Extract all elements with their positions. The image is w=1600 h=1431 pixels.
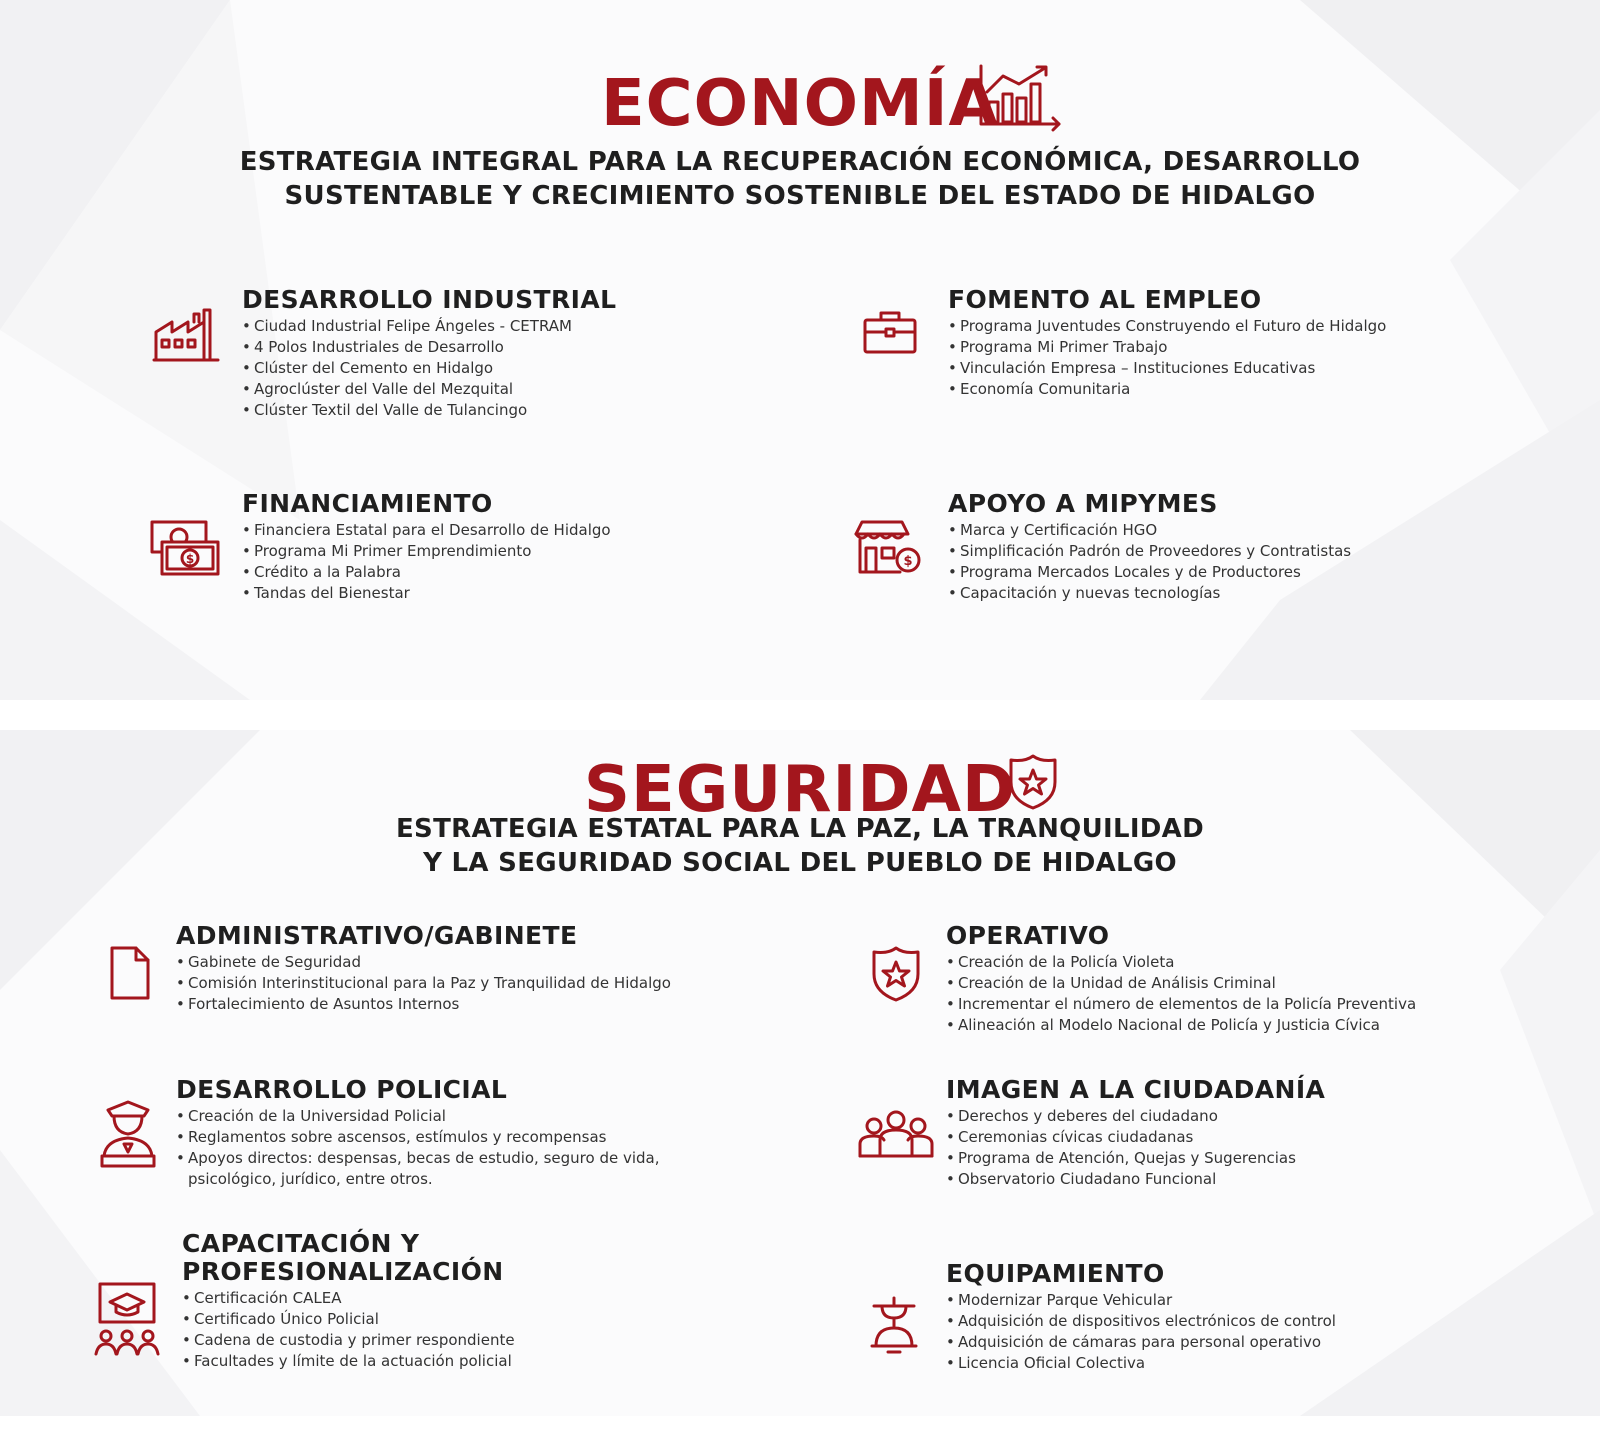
list-item: • Observatorio Ciudadano Funcional <box>946 1169 1325 1190</box>
list-item: • Incrementar el número de elementos de la Policía Preventiva <box>946 994 1416 1015</box>
list-item: • Capacitación y nuevas tecnologías <box>948 583 1351 604</box>
economia-subtitle <box>0 145 1600 213</box>
economia-subtitle-line-2: SUSTENTABLE Y CRECIMIENTO SOSTENIBLE DEL ESTADO DE HIDALGO <box>284 181 1316 211</box>
list-item: • Comisión Interinstitucional para la Paz y Tranquilidad de Hidalgo <box>176 973 671 994</box>
svg-text:$: $ <box>185 552 195 566</box>
section-list <box>948 316 1386 400</box>
list-item: • 4 Polos Industriales de Desarrollo <box>242 337 616 358</box>
economia-title: ECONOMÍA <box>600 67 1000 141</box>
economia-subtitle-line-1: ESTRATEGIA INTEGRAL PARA LA RECUPERACIÓN ECONÓMICA, DESARROLLO <box>239 147 1361 177</box>
section-list <box>946 1290 1336 1374</box>
list-item: • Programa Juventudes Construyendo el Futuro de Hidalgo <box>948 316 1386 337</box>
section-financiamiento <box>185 489 611 604</box>
seguridad-subtitle-line-2: Y LA SEGURIDAD SOCIAL DEL PUEBLO DE HIDALGO <box>423 848 1177 878</box>
seguridad-panel <box>0 730 1600 1416</box>
section-heading: FOMENTO AL EMPLEO <box>948 285 1262 314</box>
list-item: • Economía Comunitaria <box>948 379 1386 400</box>
section-list <box>948 520 1351 604</box>
section-equipamiento <box>946 1260 1336 1374</box>
siren-icon <box>868 1296 920 1358</box>
list-item: • Certificación CALEA <box>182 1288 515 1309</box>
list-item: • Programa Mi Primer Trabajo <box>948 337 1386 358</box>
list-item: • Creación de la Universidad Policial <box>176 1106 748 1127</box>
section-heading: DESARROLLO INDUSTRIAL <box>242 285 617 314</box>
section-heading: IMAGEN A LA CIUDADANÍA <box>946 1075 1326 1104</box>
list-item: • Adquisición de dispositivos electrónicos de control <box>946 1311 1336 1332</box>
police-officer-icon <box>98 1098 158 1170</box>
list-item: • Certificado Único Policial <box>182 1309 515 1330</box>
list-item: • Fortalecimiento de Asuntos Internos <box>176 994 671 1015</box>
list-item: • Clúster del Cemento en Hidalgo <box>242 358 616 379</box>
store-icon <box>852 520 924 576</box>
section-fomento-al-empleo <box>948 286 1386 400</box>
list-item: • Marca y Certificación HGO <box>948 520 1351 541</box>
training-icon <box>92 1282 162 1358</box>
section-heading: ADMINISTRATIVO/GABINETE <box>176 921 578 950</box>
section-apoyo-a-mipymes <box>903 489 1352 604</box>
list-item: • Adquisición de cámaras para personal operativo <box>946 1332 1336 1353</box>
document-icon <box>108 944 152 1002</box>
section-list <box>176 1106 748 1190</box>
citizens-icon <box>858 1110 934 1160</box>
list-item: • Ciudad Industrial Felipe Ángeles - CETRAM <box>242 316 616 337</box>
list-item: • Crédito a la Palabra <box>242 562 611 583</box>
list-item: • Licencia Oficial Colectiva <box>946 1353 1336 1374</box>
section-heading-line-1: CAPACITACIÓN Y <box>182 1229 420 1258</box>
seguridad-subtitle <box>0 812 1600 880</box>
section-heading: FINANCIAMIENTO <box>242 489 493 518</box>
section-list <box>242 316 616 421</box>
section-list <box>176 952 671 1015</box>
section-heading: OPERATIVO <box>946 921 1110 950</box>
police-badge-icon <box>868 944 924 1004</box>
section-administrativo-gabinete <box>176 922 671 1015</box>
list-item: • Programa Mercados Locales y de Productores <box>948 562 1351 583</box>
section-capacitacion-profesionalizacion <box>182 1230 515 1372</box>
list-item: • Creación de la Policía Violeta <box>946 952 1416 973</box>
list-item: • Alineación al Modelo Nacional de Policía y Justicia Cívica <box>946 1015 1416 1036</box>
section-list <box>946 952 1416 1036</box>
list-item: • Apoyos directos: despensas, becas de estudio, seguro de vida, psicológico, jurídico, entre otros. <box>176 1148 748 1190</box>
economia-panel <box>0 0 1600 700</box>
list-item: • Financiera Estatal para el Desarrollo de Hidalgo <box>242 520 611 541</box>
list-item: • Derechos y deberes del ciudadano <box>946 1106 1325 1127</box>
list-item: • Reglamentos sobre ascensos, estímulos y recompensas <box>176 1127 748 1148</box>
section-heading-line-2: PROFESIONALIZACIÓN <box>182 1257 504 1286</box>
section-operativo <box>946 922 1416 1036</box>
section-list <box>182 1288 515 1372</box>
list-item: • Facultades y límite de la actuación policial <box>182 1351 515 1372</box>
list-item: • Programa de Atención, Quejas y Sugerencias <box>946 1148 1325 1169</box>
money-icon <box>150 520 220 576</box>
list-item: • Creación de la Unidad de Análisis Criminal <box>946 973 1416 994</box>
list-item: • Programa Mi Primer Emprendimiento <box>242 541 611 562</box>
growth-chart-icon <box>975 62 1065 132</box>
police-badge-icon <box>1005 752 1061 812</box>
section-heading: APOYO A MIPYMES <box>948 489 1218 518</box>
section-list <box>242 520 611 604</box>
section-desarrollo-industrial <box>242 286 616 421</box>
list-item: • Tandas del Bienestar <box>242 583 611 604</box>
list-item: • Vinculación Empresa – Instituciones Educativas <box>948 358 1386 379</box>
section-list <box>946 1106 1325 1190</box>
list-item: • Gabinete de Seguridad <box>176 952 671 973</box>
section-heading: EQUIPAMIENTO <box>946 1259 1165 1288</box>
factory-icon <box>152 306 220 364</box>
section-imagen-a-la-ciudadania <box>946 1076 1325 1190</box>
list-item: • Ceremonias cívicas ciudadanas <box>946 1127 1325 1148</box>
svg-text:$: $ <box>903 554 913 569</box>
list-item: • Modernizar Parque Vehicular <box>946 1290 1336 1311</box>
briefcase-icon <box>862 308 918 356</box>
list-item: • Cadena de custodia y primer respondiente <box>182 1330 515 1351</box>
list-item: • Simplificación Padrón de Proveedores y Contratistas <box>948 541 1351 562</box>
list-item: • Agroclúster del Valle del Mezquital <box>242 379 616 400</box>
section-desarrollo-policial <box>176 1076 748 1190</box>
section-heading: DESARROLLO POLICIAL <box>176 1075 508 1104</box>
list-item: • Clúster Textil del Valle de Tulancingo <box>242 400 616 421</box>
seguridad-title: SEGURIDAD <box>583 753 1017 827</box>
seguridad-subtitle-line-1: ESTRATEGIA ESTATAL PARA LA PAZ, LA TRANQUILIDAD <box>396 814 1204 844</box>
